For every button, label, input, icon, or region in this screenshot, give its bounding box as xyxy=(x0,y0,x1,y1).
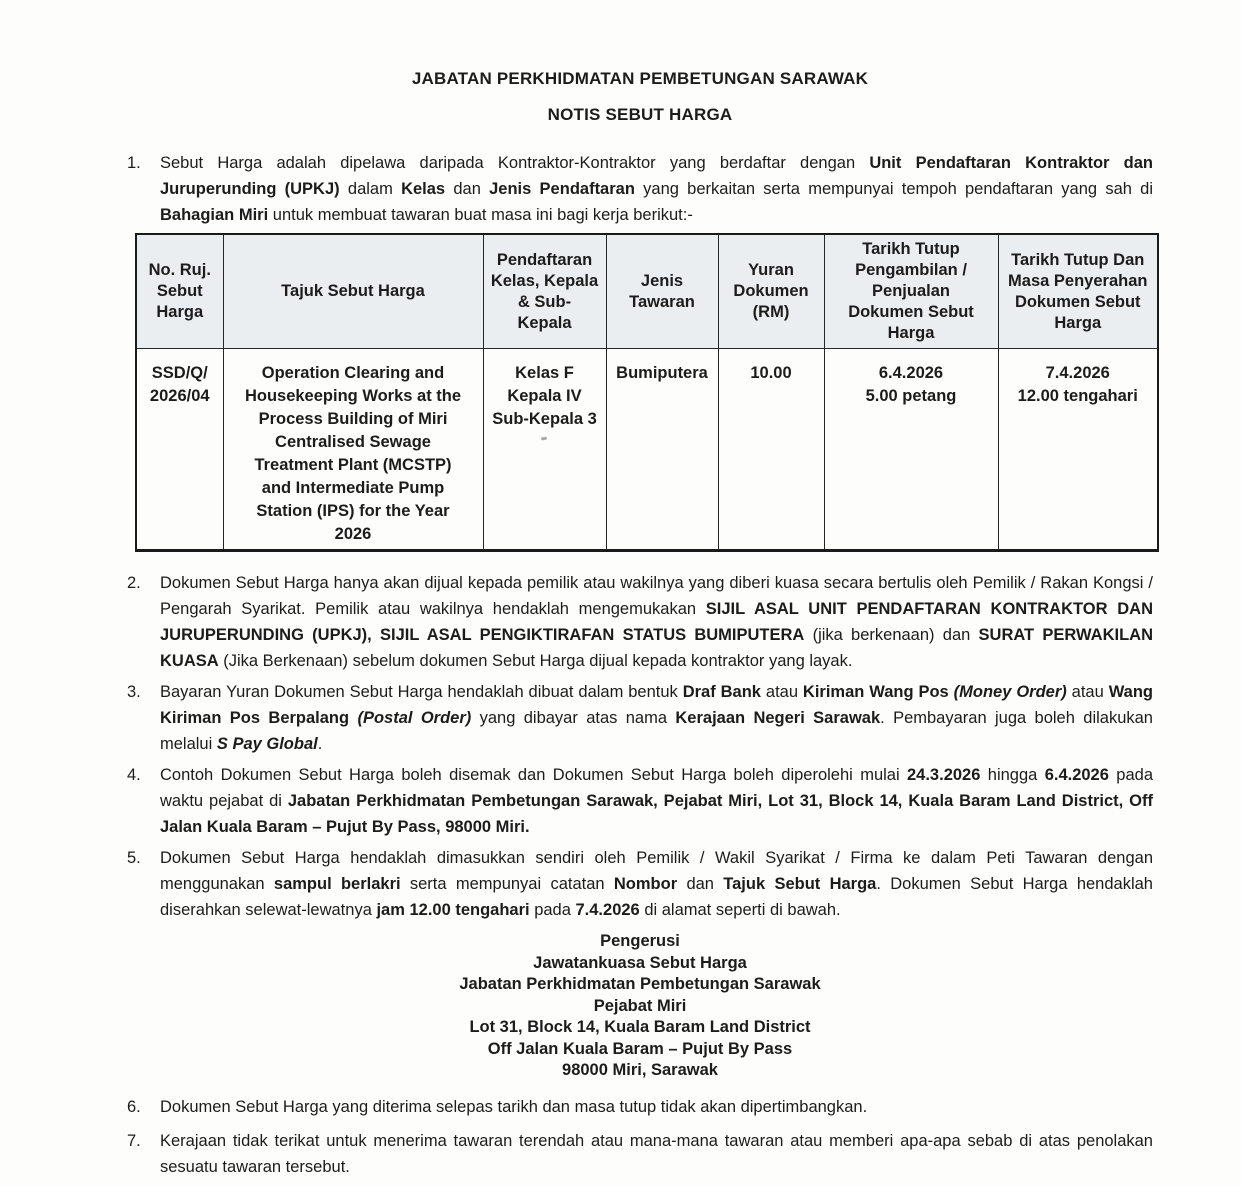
cell-pendaftaran: Kelas F Kepala IV Sub-Kepala 3 xyxy=(483,349,606,551)
paragraph-1-number: 1. xyxy=(127,154,141,172)
paragraph-3 xyxy=(127,679,1153,757)
paragraph-3-text: Bayaran Yuran Dokumen Sebut Harga hendaklah dibuat dalam bentuk Draf Bank atau Kiriman Wang Pos (Money Order) atau Wang Kiriman Pos Berpalang (Postal Order) yang dibayar atas nama Kerajaan Negeri Sarawak. Pembayaran juga boleh dilakukan melalui S Pay Global. xyxy=(160,683,1153,753)
submission-address-block: Pengerusi Jawatankuasa Sebut Harga Jabatan Perkhidmatan Pembetungan Sarawak Pejabat Miri Lot 31, Block 14, Kuala Baram Land District Off Jalan Kuala Baram – Pujut By Pass 98000 Miri, Sarawak xyxy=(459,932,821,1079)
document-title: JABATAN PERKHIDMATAN PEMBETUNGAN SARAWAK xyxy=(411,69,869,88)
paragraph-7-number: 7. xyxy=(127,1131,141,1150)
header-tajuk: Tajuk Sebut Harga xyxy=(223,234,483,349)
cell-yuran-dokumen: 10.00 xyxy=(718,349,824,551)
paragraph-2-number: 2. xyxy=(127,574,141,592)
paragraph-6-number: 6. xyxy=(127,1097,141,1116)
header-jenis-tawaran: Jenis Tawaran xyxy=(606,234,718,349)
paragraph-6-text: Dokumen Sebut Harga yang diterima selepas tarikh dan masa tutup tidak akan dipertimbangkan. xyxy=(160,1097,868,1116)
cell-tarikh-tutup-penyerahan: 7.4.2026 12.00 tengahari xyxy=(998,349,1158,551)
paragraph-1-text: Sebut Harga adalah dipelawa daripada Kontraktor-Kontraktor yang berdaftar dengan Unit Pendaftaran Kontraktor dan Juruperunding (UPKJ) dalam Kelas dan Jenis Pendaftaran yang berkaitan serta mempunyai tempoh pendaftaran yang sah di Bahagian Miri untuk membuat tawaran buat masa ini bagi kerja berikut:- xyxy=(160,154,1154,224)
paragraph-1 xyxy=(127,150,1153,228)
paragraph-7 xyxy=(127,1128,1153,1180)
cell-jenis-tawaran: Bumiputera xyxy=(606,349,718,551)
paragraph-4-text: Contoh Dokumen Sebut Harga boleh disemak dan Dokumen Sebut Harga boleh diperolehi mulai 24.3.2026 hingga 6.4.2026 pada waktu pejabat di Jabatan Perkhidmatan Pembetungan Sarawak, Pejabat Miri, Lot 31, Block 14, Kuala Baram Land District, Off Jalan Kuala Baram – Pujut By Pass, 98000 Miri. xyxy=(160,766,1153,836)
cell-tajuk: Operation Clearing and Housekeeping Works at the Process Building of Miri Centralised Sewage Treatment Plant (MCSTP) and Intermediate Pump Station (IPS) for the Year 2026 xyxy=(223,349,483,551)
paragraph-2 xyxy=(127,570,1153,674)
paragraph-5-number: 5. xyxy=(127,849,141,867)
header-no-ruj: No. Ruj. Sebut Harga xyxy=(136,234,223,349)
header-tarikh-tutup-penyerahan: Tarikh Tutup Dan Masa Penyerahan Dokumen Sebut Harga xyxy=(998,234,1158,349)
scan-speck xyxy=(541,437,547,441)
paragraph-5-text: Dokumen Sebut Harga hendaklah dimasukkan sendiri oleh Pemilik / Wakil Syarikat / Firma ke dalam Peti Tawaran dengan menggunakan sampul berlakri serta mempunyai catatan Nombor dan Tajuk Sebut Harga. Dokumen Sebut Harga hendaklah diserahkan selewat-lewatnya jam 12.00 tengahari pada 7.4.2026 di alamat seperti di bawah. xyxy=(160,849,1153,919)
paragraph-4 xyxy=(127,762,1153,840)
tender-table xyxy=(135,233,1159,552)
cell-no-ruj: SSD/Q/ 2026/04 xyxy=(136,349,223,551)
document-subtitle: NOTIS SEBUT HARGA xyxy=(547,105,733,124)
paragraph-5 xyxy=(127,845,1153,923)
paragraph-4-number: 4. xyxy=(127,766,141,784)
tender-table-header xyxy=(136,234,1158,349)
header-yuran-dokumen: Yuran Dokumen (RM) xyxy=(718,234,824,349)
header-pendaftaran: Pendaftaran Kelas, Kepala & Sub- Kepala xyxy=(483,234,606,349)
table-row xyxy=(136,349,1158,551)
paragraph-7-text: Kerajaan tidak terikat untuk menerima tawaran terendah atau mana-mana tawaran atau memberi apa-apa sebab di atas penolakan sesuatu tawaran tersebut. xyxy=(160,1131,1153,1176)
cell-tarikh-tutup-penjualan: 6.4.2026 5.00 petang xyxy=(824,349,998,551)
paragraph-6 xyxy=(127,1094,1153,1120)
header-tarikh-tutup-penjualan: Tarikh Tutup Pengambilan / Penjualan Dokumen Sebut Harga xyxy=(824,234,998,349)
paragraph-2-text: Dokumen Sebut Harga hanya akan dijual kepada pemilik atau wakilnya yang diberi kuasa secara bertulis oleh Pemilik / Rakan Kongsi / Pengarah Syarikat. Pemilik atau wakilnya hendaklah mengemukakan SIJIL ASAL UNIT PENDAFTARAN KONTRAKTOR DAN JURUPERUNDING (UPKJ), SIJIL ASAL PENGIKTIRAFAN STATUS BUMIPUTERA (jika berkenaan) dan SURAT PERWAKILAN KUASA (Jika Berkenaan) sebelum dokumen Sebut Harga dijual kepada kontraktor yang layak. xyxy=(160,574,1153,670)
paragraph-3-number: 3. xyxy=(127,683,141,701)
